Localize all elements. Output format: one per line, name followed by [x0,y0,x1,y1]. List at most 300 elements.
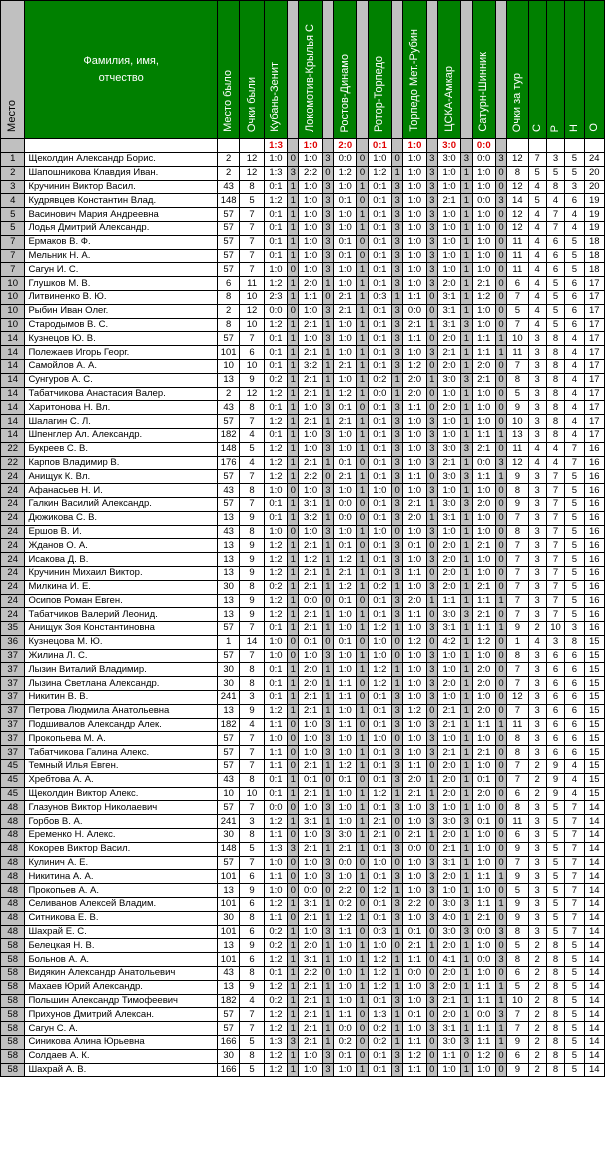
match-7-points: 0 [495,415,506,429]
row-name: Сагун И. С. [25,263,218,277]
table-row [1,801,605,815]
match-3-prediction: 0:2 [334,1036,357,1050]
match-2-prediction: 1:0 [299,304,322,318]
match-1-prediction: 1:1 [264,760,287,774]
match-7-prediction: 2:1 [472,539,495,553]
row-tour-points: 6 [507,829,528,843]
row-name: Хребтова А. А. [25,773,218,787]
match-6-points: 1 [461,953,472,967]
match-2-points: 1 [322,1022,333,1036]
match-3-points: 1 [357,815,368,829]
row-name: Васинович Мария Андреевна [25,208,218,222]
match-7-prediction: 1:0 [472,801,495,815]
match-1-prediction: 1:2 [264,980,287,994]
match-7-prediction: 0:0 [472,194,495,208]
row-place: 37 [1,718,25,732]
match-3-prediction: 1:0 [334,801,357,815]
match-7-prediction: 1:0 [472,967,495,981]
table-row [1,994,605,1008]
row-n: 4 [565,428,584,442]
match-4-points: 3 [392,332,403,346]
table-row [1,580,605,594]
match-6-points: 3 [461,373,472,387]
match-1-points: 1 [288,332,299,346]
row-tour-points: 9 [507,470,528,484]
row-s: 4 [528,221,546,235]
match-1-points: 0 [288,718,299,732]
match-2-prediction: 1:0 [299,249,322,263]
row-place: 22 [1,442,25,456]
match-2-points: 3 [322,249,333,263]
row-name: Селиванов Алексей Владим. [25,898,218,912]
match-4-prediction: 0:1 [368,497,391,511]
match-3-prediction: 1:0 [334,787,357,801]
match-6-points: 1 [461,401,472,415]
match-6-prediction: 2:1 [437,456,460,470]
match-1-prediction: 0:1 [264,787,287,801]
match-7-points: 0 [495,911,506,925]
match-2-prediction: 2:1 [299,1008,322,1022]
match-6-points: 1 [461,842,472,856]
row-points-were: 5 [240,1063,264,1077]
row-s: 2 [528,760,546,774]
match-5-prediction: 1:1 [403,332,426,346]
match-1-points: 1 [288,235,299,249]
row-name: Афанасьев Н. И. [25,484,218,498]
match-1-prediction: 1:2 [264,194,287,208]
match-6-points: 1 [461,663,472,677]
match-5-prediction: 1:0 [403,580,426,594]
row-s: 3 [528,746,546,760]
match-3-points: 1 [357,870,368,884]
row-o: 20 [584,180,604,194]
row-s: 2 [528,980,546,994]
match-1-prediction: 1:2 [264,898,287,912]
row-tour-points: 11 [507,235,528,249]
row-place-was: 30 [217,911,239,925]
row-place-was: 13 [217,511,239,525]
match-5-prediction: 1:0 [403,911,426,925]
match-5-prediction: 1:0 [403,194,426,208]
match-1-points: 1 [288,456,299,470]
result-6: 3:0 [437,139,460,153]
match-4-prediction: 0:2 [368,1036,391,1050]
row-s: 2 [528,1022,546,1036]
row-place: 2 [1,166,25,180]
match-1-prediction: 0:1 [264,497,287,511]
row-o: 24 [584,153,604,167]
row-tour-points: 11 [507,815,528,829]
match-3-points: 1 [357,359,368,373]
match-4-points: 3 [392,249,403,263]
match-4-points: 0 [392,153,403,167]
match-1-points: 1 [288,580,299,594]
match-1-prediction: 1:2 [264,704,287,718]
match-1-points: 0 [288,856,299,870]
match-2-points: 1 [322,387,333,401]
table-row [1,677,605,691]
row-place-was: 2 [217,153,239,167]
row-place-was: 57 [217,760,239,774]
match-4-prediction: 1:3 [368,1008,391,1022]
match-5-points: 3 [426,663,437,677]
match-7-prediction: 1:0 [472,1063,495,1077]
row-tour-points: 9 [507,842,528,856]
match-2-prediction: 1:0 [299,1063,322,1077]
match-7-prediction: 1:0 [472,649,495,663]
match-7-points: 0 [495,484,506,498]
row-tour-points: 11 [507,442,528,456]
row-place-was: 57 [217,263,239,277]
row-s: 7 [528,153,546,167]
table-row [1,304,605,318]
match-5-points: 3 [426,649,437,663]
match-2-prediction: 1:1 [299,290,322,304]
row-o: 19 [584,221,604,235]
row-s: 3 [528,691,546,705]
match-5-prediction: 2:0 [403,511,426,525]
match-5-prediction: 1:0 [403,277,426,291]
match-2-prediction: 2:1 [299,318,322,332]
row-place: 4 [1,194,25,208]
match-7-prediction: 1:2 [472,635,495,649]
row-n: 5 [565,539,584,553]
match-5-prediction: 1:2 [403,635,426,649]
table-row [1,153,605,167]
match-5-points: 3 [426,732,437,746]
row-place-was: 176 [217,456,239,470]
row-place: 24 [1,608,25,622]
row-place: 24 [1,470,25,484]
row-name: Шапошникова Клавдия Иван. [25,166,218,180]
match-5-prediction: 1:0 [403,980,426,994]
row-place: 58 [1,1036,25,1050]
row-tour-points: 8 [507,925,528,939]
table-row [1,815,605,829]
match-6-points: 3 [461,318,472,332]
row-name: Прокопьев А. А. [25,884,218,898]
row-place-was: 182 [217,428,239,442]
row-r: 8 [546,939,564,953]
match-2-prediction: 1:0 [299,208,322,222]
match-2-points: 3 [322,801,333,815]
header-points-7 [495,1,506,139]
row-n: 4 [565,773,584,787]
match-5-points: 3 [426,911,437,925]
match-4-prediction: 0:1 [368,1049,391,1063]
row-n: 5 [565,166,584,180]
match-5-prediction: 1:0 [403,870,426,884]
match-1-prediction: 1:2 [264,277,287,291]
match-2-points: 1 [322,760,333,774]
match-2-prediction: 1:0 [299,746,322,760]
row-name: Больнов А. А. [25,953,218,967]
table-row [1,718,605,732]
match-4-prediction: 2:1 [368,815,391,829]
match-5-points: 3 [426,194,437,208]
row-place: 37 [1,649,25,663]
match-5-prediction: 1:0 [403,746,426,760]
match-4-prediction: 0:1 [368,773,391,787]
match-3-prediction: 0:1 [334,594,357,608]
match-2-points: 3 [322,304,333,318]
match-1-prediction: 0:1 [264,401,287,415]
row-r: 7 [546,594,564,608]
match-5-points: 0 [426,925,437,939]
row-n: 7 [565,898,584,912]
match-1-points: 1 [288,553,299,567]
match-2-points: 1 [322,1008,333,1022]
match-6-prediction: 1:0 [437,166,460,180]
match-7-points: 0 [495,939,506,953]
match-1-prediction: 0:1 [264,663,287,677]
row-o: 14 [584,884,604,898]
match-3-prediction: 1:0 [334,180,357,194]
row-s: 2 [528,773,546,787]
row-place-was: 13 [217,884,239,898]
match-7-prediction: 1:1 [472,980,495,994]
match-7-points: 0 [495,691,506,705]
match-3-points: 1 [357,415,368,429]
match-3-points: 0 [357,594,368,608]
match-2-prediction: 1:0 [299,718,322,732]
row-place: 24 [1,539,25,553]
row-o: 17 [584,428,604,442]
row-o: 14 [584,925,604,939]
row-tour-points: 9 [507,1063,528,1077]
match-1-points: 1 [288,815,299,829]
row-place-was: 13 [217,980,239,994]
row-r: 5 [546,801,564,815]
match-1-prediction: 1:2 [264,470,287,484]
row-place: 37 [1,691,25,705]
match-2-points: 3 [322,525,333,539]
match-6-prediction: 4:0 [437,911,460,925]
match-7-prediction: 2:0 [472,704,495,718]
match-1-prediction: 1:0 [264,263,287,277]
row-tour-points: 5 [507,884,528,898]
row-name: Никитин В. В. [25,691,218,705]
row-n: 4 [565,221,584,235]
row-o: 17 [584,318,604,332]
row-n: 7 [565,801,584,815]
row-tour-points: 7 [507,1022,528,1036]
match-5-prediction: 1:0 [403,856,426,870]
match-3-points: 1 [357,304,368,318]
match-1-prediction: 1:2 [264,387,287,401]
match-5-points: 0 [426,1036,437,1050]
row-place: 48 [1,856,25,870]
match-2-prediction: 2:1 [299,415,322,429]
row-points-were: 7 [240,470,264,484]
match-6-points: 1 [461,994,472,1008]
match-2-points: 1 [322,373,333,387]
row-points-were: 10 [240,318,264,332]
match-3-points: 1 [357,939,368,953]
match-3-points: 1 [357,263,368,277]
match-4-prediction: 1:0 [368,939,391,953]
match-7-prediction: 1:0 [472,842,495,856]
row-tour-points: 9 [507,898,528,912]
match-7-points: 0 [495,856,506,870]
match-1-prediction: 0:1 [264,359,287,373]
match-3-prediction: 1:0 [334,815,357,829]
match-6-prediction: 2:1 [437,994,460,1008]
match-4-points: 3 [392,470,403,484]
match-6-points: 1 [461,746,472,760]
match-3-prediction: 1:1 [334,718,357,732]
table-row [1,263,605,277]
match-5-prediction: 2:2 [403,898,426,912]
match-5-prediction: 1:0 [403,994,426,1008]
match-3-prediction: 3:0 [334,829,357,843]
match-1-points: 3 [288,1036,299,1050]
row-o: 15 [584,718,604,732]
match-5-prediction: 1:0 [403,208,426,222]
header-place-label: Место [6,100,19,132]
match-3-points: 0 [357,497,368,511]
row-tour-points: 8 [507,166,528,180]
table-row [1,732,605,746]
row-tour-points: 7 [507,760,528,774]
row-tour-points: 14 [507,194,528,208]
match-3-prediction: 1:0 [334,221,357,235]
match-2-points: 0 [322,967,333,981]
match-6-points: 1 [461,511,472,525]
row-s: 3 [528,373,546,387]
match-2-points: 3 [322,153,333,167]
row-o: 17 [584,290,604,304]
header-points-1 [288,1,299,139]
row-r: 8 [546,967,564,981]
match-2-prediction: 3:1 [299,953,322,967]
match-2-points: 1 [322,511,333,525]
match-5-prediction: 2:0 [403,773,426,787]
row-s: 5 [528,194,546,208]
match-2-points: 3 [322,718,333,732]
match-7-prediction: 1:0 [472,221,495,235]
match-1-prediction: 1:2 [264,1022,287,1036]
match-1-points: 3 [288,166,299,180]
row-r: 5 [546,884,564,898]
match-5-prediction: 1:1 [403,953,426,967]
match-3-points: 1 [357,842,368,856]
match-4-points: 3 [392,566,403,580]
match-6-prediction: 1:0 [437,249,460,263]
match-7-points: 3 [495,456,506,470]
row-place-was: 241 [217,691,239,705]
row-tour-points: 11 [507,249,528,263]
match-3-prediction: 1:0 [334,732,357,746]
table-row [1,663,605,677]
match-6-points: 1 [461,967,472,981]
match-1-points: 1 [288,511,299,525]
header-place-was: Место было [217,1,239,139]
row-tour-points: 6 [507,277,528,291]
row-o: 15 [584,787,604,801]
header-match-6: ЦСКА-Амкар [437,1,460,139]
match-1-points: 1 [288,194,299,208]
match-6-points: 1 [461,884,472,898]
match-4-points: 3 [392,911,403,925]
match-3-prediction: 0:1 [334,401,357,415]
match-5-points: 0 [426,387,437,401]
match-6-prediction: 3:1 [437,511,460,525]
match-6-prediction: 2:0 [437,870,460,884]
match-4-points: 3 [392,318,403,332]
row-tour-points: 12 [507,180,528,194]
match-4-prediction: 0:1 [368,194,391,208]
row-points-were: 7 [240,622,264,636]
row-place-was: 57 [217,249,239,263]
match-2-prediction: 1:0 [299,870,322,884]
row-r: 7 [546,497,564,511]
match-2-prediction: 2:1 [299,580,322,594]
row-s: 3 [528,497,546,511]
match-6-points: 3 [461,898,472,912]
row-place-was: 148 [217,842,239,856]
header-fio [25,1,218,139]
row-place-was: 57 [217,497,239,511]
match-4-prediction: 0:1 [368,746,391,760]
row-tour-points: 7 [507,539,528,553]
match-1-points: 1 [288,980,299,994]
row-n: 7 [565,442,584,456]
row-name: Кручинин Михаил Виктор. [25,566,218,580]
match-4-points: 3 [392,553,403,567]
match-6-prediction: 3:0 [437,608,460,622]
match-5-prediction: 0:1 [403,925,426,939]
match-5-points: 3 [426,166,437,180]
row-place: 48 [1,884,25,898]
match-5-prediction: 1:0 [403,263,426,277]
match-7-points: 0 [495,401,506,415]
table-row [1,898,605,912]
match-6-prediction: 2:0 [437,332,460,346]
match-4-points: 3 [392,208,403,222]
match-6-prediction: 1:0 [437,1063,460,1077]
row-n: 4 [565,415,584,429]
row-r: 5 [546,166,564,180]
match-7-points: 0 [495,732,506,746]
match-6-prediction: 3:1 [437,318,460,332]
match-6-prediction: 1:0 [437,415,460,429]
match-6-points: 1 [461,387,472,401]
match-6-prediction: 4:2 [437,635,460,649]
row-points-were: 5 [240,1036,264,1050]
table-row [1,525,605,539]
row-r: 8 [546,428,564,442]
match-3-points: 1 [357,787,368,801]
match-3-points: 0 [357,166,368,180]
match-3-points: 0 [357,235,368,249]
row-tour-points: 7 [507,580,528,594]
row-points-were: 8 [240,525,264,539]
match-4-prediction: 0:1 [368,263,391,277]
match-1-points: 1 [288,787,299,801]
match-5-points: 3 [426,980,437,994]
row-n: 5 [565,580,584,594]
header-match-3: Ростов-Динамо [334,1,357,139]
match-5-points: 1 [426,829,437,843]
row-s: 4 [528,263,546,277]
match-5-prediction: 1:0 [403,649,426,663]
match-3-prediction: 1:0 [334,263,357,277]
row-name: Осипов Роман Евген. [25,594,218,608]
match-6-prediction: 2:1 [437,704,460,718]
match-5-prediction: 0:1 [403,1008,426,1022]
row-o: 16 [584,442,604,456]
